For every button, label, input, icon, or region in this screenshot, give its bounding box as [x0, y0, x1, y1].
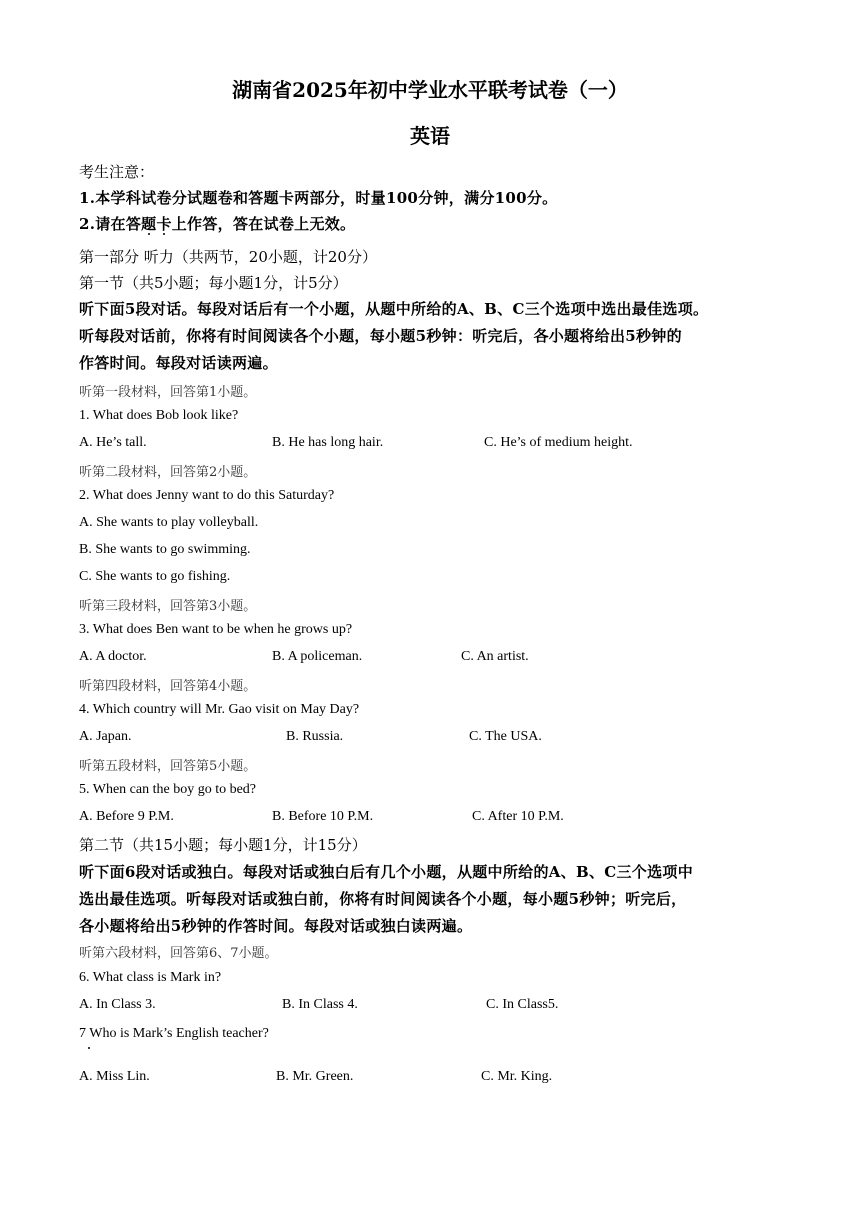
question-6: 6. What class is Mark in? — [79, 970, 222, 985]
option-c: C. He’s of medium height. — [484, 435, 633, 450]
listening-cue: 听第三段材料，回答第3小题。 — [79, 599, 257, 614]
option-b: B. He has long hair. — [272, 435, 384, 450]
option-c: C. In Class5. — [486, 997, 559, 1012]
subject-title: 英语 — [410, 124, 450, 148]
section1-instruction: 听下面5段对话。每段对话后有一个小题，从题中所给的A、B、C三个选项中选出最佳选项。 — [79, 300, 709, 318]
option-a: A. Miss Lin. — [79, 1069, 150, 1084]
option-c: C. After 10 P.M. — [472, 809, 564, 824]
question-3: 3. What does Ben want to be when he grows up? — [79, 622, 353, 637]
option-b: B. Mr. Green. — [276, 1069, 354, 1084]
option-a: A. A doctor. — [79, 649, 147, 664]
listening-cue: 听第二段材料，回答第2小题。 — [79, 465, 257, 480]
section1-instruction: 作答时间。每段对话读两遍。 — [79, 354, 278, 372]
section2-instruction: 各小题将给出5秒钟的作答时间。每段对话或独白读两遍。 — [79, 917, 473, 935]
option-b: B. A policeman. — [272, 649, 363, 664]
section2-instruction: 选出最佳选项。听每段对话或独白前，你将有时间阅读各个小题，每小题5秒钟；听完后， — [79, 890, 687, 908]
question-4: 4. Which country will Mr. Gao visit on May Day? — [79, 702, 360, 717]
listening-cue: 听第五段材料，回答第5小题。 — [79, 759, 257, 774]
question-2: 2. What does Jenny want to do this Saturday? — [79, 488, 335, 503]
notice-heading: 考生注意： — [79, 163, 155, 181]
listening-cue: 听第六段材料，回答第6、7小题。 — [79, 946, 278, 961]
emphasis-dot — [163, 233, 165, 235]
notice-item-2: 2.请在答题卡上作答，答在试卷上无效。 — [79, 215, 356, 233]
section1-instruction: 听每段对话前，你将有时间阅读各个小题，每小题5秒钟：听完后，各小题将给出5秒钟的 — [79, 327, 682, 345]
option-b: B. Russia. — [286, 729, 344, 744]
section2-instruction: 听下面6段对话或独白。每段对话或独白后有几个小题，从题中所给的A、B、C三个选项中 — [79, 863, 693, 881]
section2-heading: 第二节（共15小题；每小题1分，计15分） — [79, 836, 367, 854]
section1-heading: 第一节（共5小题；每小题1分，计5分） — [79, 274, 348, 292]
option-b: B. Before 10 P.M. — [272, 809, 374, 824]
notice-item-1: 1.本学科试卷分试题卷和答题卡两部分，时量100分钟，满分100分。 — [79, 189, 558, 207]
option-a: A. Before 9 P.M. — [79, 809, 174, 824]
question-1: 1. What does Bob look like? — [79, 408, 239, 423]
listening-cue: 听第四段材料，回答第4小题。 — [79, 679, 257, 694]
option-c: C. She wants to go fishing. — [79, 569, 231, 584]
option-a: A. He’s tall. — [79, 435, 147, 450]
emphasis-dot — [148, 233, 150, 235]
option-c: C. An artist. — [461, 649, 529, 664]
option-c: C. The USA. — [469, 729, 542, 744]
option-a: A. Japan. — [79, 729, 132, 744]
question-7: 7 Who is Mark’s English teacher? — [79, 1026, 269, 1041]
option-b: B. In Class 4. — [282, 997, 358, 1012]
question-5: 5. When can the boy go to bed? — [79, 782, 257, 797]
option-c: C. Mr. King. — [481, 1069, 553, 1084]
listening-cue: 听第一段材料，回答第1小题。 — [79, 385, 257, 400]
option-a: A. She wants to play volleyball. — [79, 515, 259, 530]
exam-title: 湖南省2025年初中学业水平联考试卷（一） — [232, 78, 628, 102]
part1-heading: 第一部分 听力（共两节，20小题，计20分） — [79, 248, 377, 266]
option-a: A. In Class 3. — [79, 997, 156, 1012]
emphasis-dot — [88, 1047, 90, 1049]
option-b: B. She wants to go swimming. — [79, 542, 251, 557]
